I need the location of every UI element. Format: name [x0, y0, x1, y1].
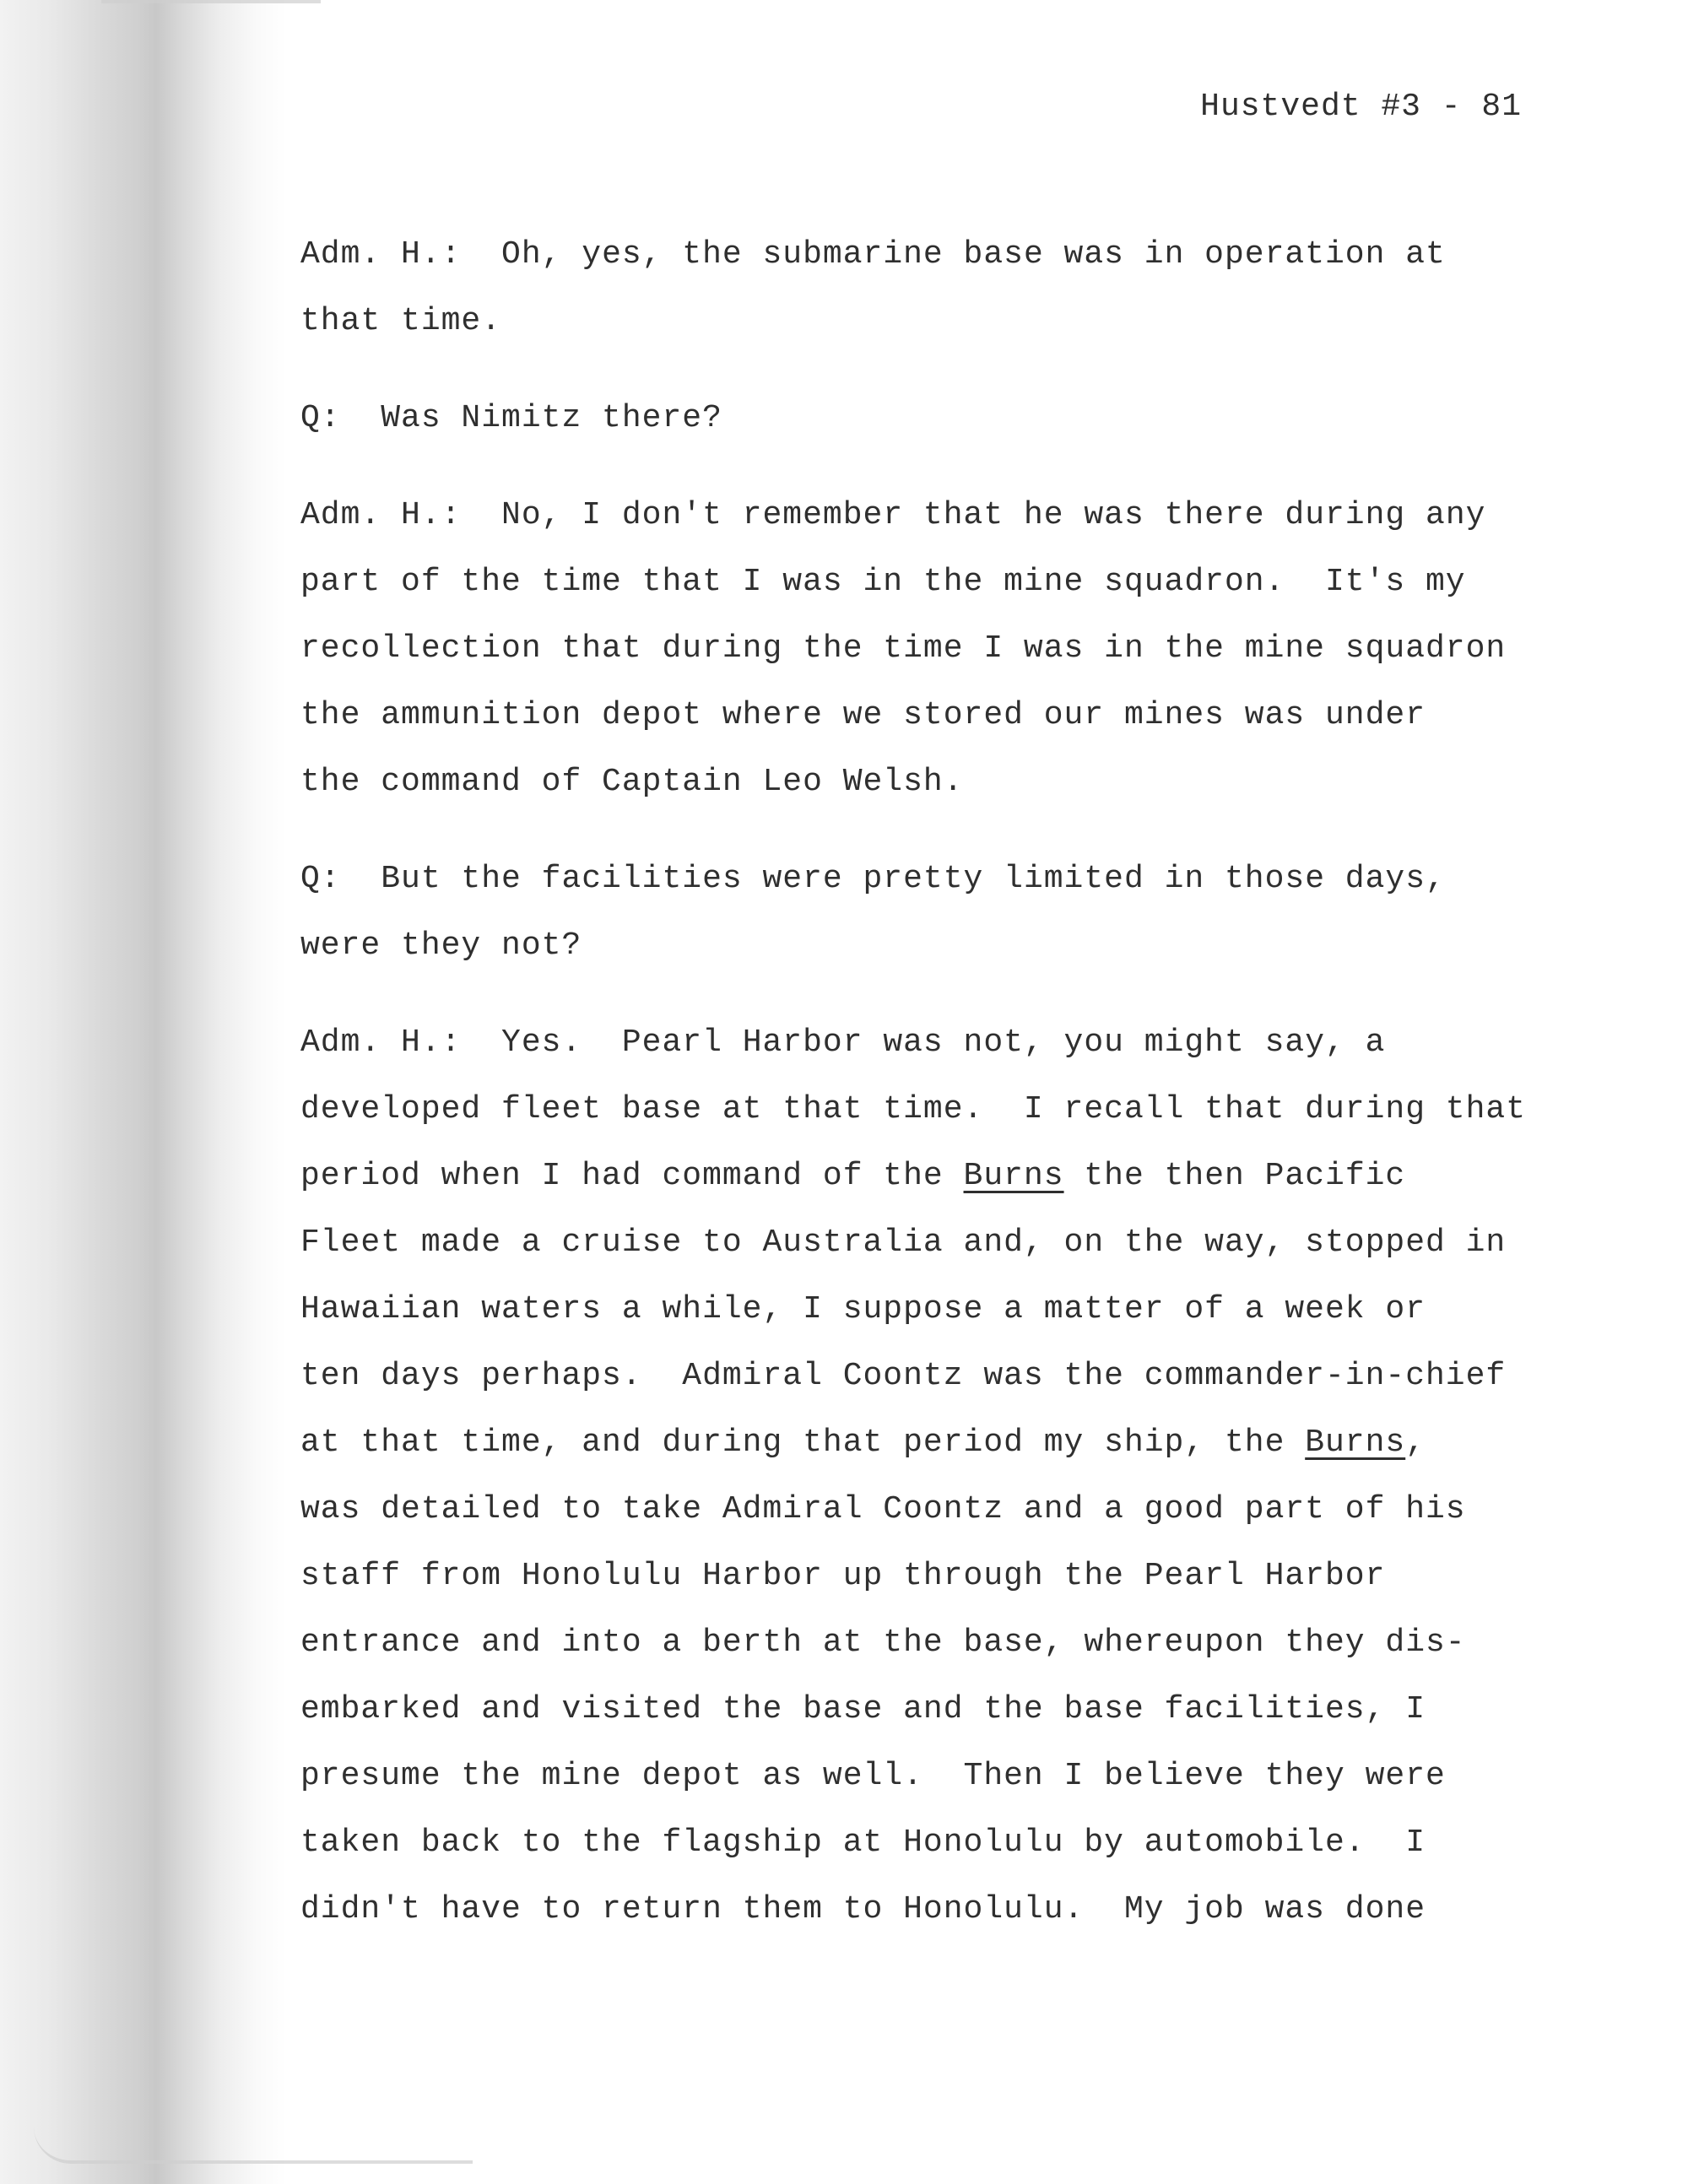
ship-name-burns: Burns [1305, 1424, 1406, 1461]
speaker-label: Q: [300, 861, 341, 897]
text-line: staff from Honolulu Harbor up through the Pearl Harbor [300, 1558, 1386, 1594]
line-text: period when I had command of the [300, 1158, 964, 1194]
line-text: Yes. Pearl Harbor was not, you might say, a [501, 1024, 1386, 1061]
paragraph-4 [300, 846, 1533, 979]
paragraph-3 [300, 482, 1533, 815]
paragraph-5 [300, 1009, 1533, 1943]
transcript-body [300, 221, 1533, 1973]
line-text: at that time, and during that period my ship, the [300, 1424, 1306, 1461]
speaker-label: Q: [300, 400, 341, 436]
line-text: But the facilities were pretty limited in those days, [381, 861, 1446, 897]
gutter-curl-bottom [34, 2127, 473, 2164]
text-line [300, 846, 1533, 912]
speaker-label: Adm. H.: [300, 236, 462, 273]
binding-gutter-shadow [0, 0, 287, 2184]
page-header: Hustvedt #3 - 81 [1200, 89, 1522, 125]
text-line: ten days perhaps. Admiral Coontz was the commander-in-chief [300, 1358, 1507, 1394]
text-line: recollection that during the time I was in the mine squadron [300, 630, 1507, 667]
line-text: No, I don't remember that he was there during any [501, 497, 1486, 533]
text-line: the ammunition depot where we stored our mines was under [300, 697, 1426, 733]
speaker-label: Adm. H.: [300, 1024, 462, 1061]
text-line: didn't have to return them to Honolulu. My job was done [300, 1891, 1426, 1927]
text-line: embarked and visited the base and the base facilities, I [300, 1691, 1426, 1727]
text-line: entrance and into a berth at the base, whereupon they dis- [300, 1624, 1466, 1661]
text-line: developed fleet base at that time. I recall that during that [300, 1091, 1527, 1127]
paragraph-2 [300, 385, 1533, 451]
text-line [300, 482, 1533, 549]
speaker-label: Adm. H.: [300, 497, 462, 533]
text-line [300, 1009, 1533, 1076]
text-line: Hawaiian waters a while, I suppose a matter of a week or [300, 1291, 1426, 1327]
text-line: Fleet made a cruise to Australia and, on the way, stopped in [300, 1224, 1507, 1261]
line-text: Was Nimitz there? [381, 400, 722, 436]
text-line: presume the mine depot as well. Then I believe they were [300, 1758, 1446, 1794]
text-line [300, 1409, 1533, 1476]
text-line: was detailed to take Admiral Coontz and a good part of his [300, 1491, 1466, 1527]
text-line [300, 1143, 1533, 1209]
line-text: , [1405, 1424, 1426, 1461]
gutter-curl-top [101, 0, 321, 62]
text-line: taken back to the flagship at Honolulu by automobile. I [300, 1825, 1426, 1861]
ship-name-burns: Burns [963, 1158, 1064, 1194]
text-line: part of the time that I was in the mine squadron. It's my [300, 564, 1466, 600]
text-line [300, 385, 1533, 451]
line-text: the then Pacific [1063, 1158, 1406, 1194]
text-line [300, 221, 1533, 288]
text-line: that time. [300, 303, 502, 339]
line-text: Oh, yes, the submarine base was in operation at [501, 236, 1446, 273]
text-line: were they not? [300, 927, 582, 964]
text-line: the command of Captain Leo Welsh. [300, 764, 964, 800]
paragraph-1 [300, 221, 1533, 354]
